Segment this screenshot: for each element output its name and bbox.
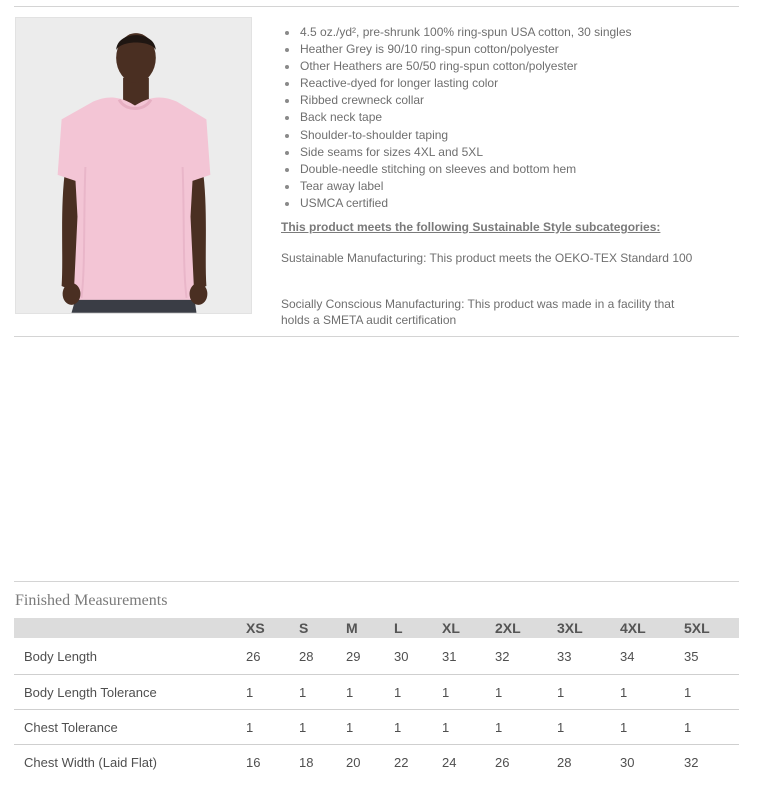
table-cell: 1	[620, 684, 628, 700]
table-cell: 20	[346, 754, 361, 770]
sustainable-style-heading: This product meets the following Sustainable Style subcategories:	[281, 220, 661, 234]
table-cell: 1	[299, 684, 307, 700]
bullet-icon	[285, 134, 289, 138]
size-header-cell: XL	[442, 620, 460, 636]
table-cell: 1	[495, 684, 503, 700]
feature-item: 4.5 oz./yd², pre-shrunk 100% ring-spun USA cotton, 30 singles	[281, 24, 711, 41]
table-cell: 22	[394, 754, 409, 770]
table-cell: 31	[442, 648, 457, 664]
row-label: Chest Width (Laid Flat)	[24, 754, 157, 770]
bullet-icon	[285, 168, 289, 172]
table-cell: 28	[557, 754, 572, 770]
table-cell: 1	[557, 719, 565, 735]
row-label: Body Length	[24, 648, 98, 664]
table-cell: 1	[346, 719, 354, 735]
size-header-cell: 3XL	[557, 620, 583, 636]
bullet-icon	[285, 65, 289, 69]
table-cell: 26	[495, 754, 510, 770]
table-cell: 1	[394, 719, 402, 735]
table-cell: 1	[442, 719, 450, 735]
table-cell: 24	[442, 754, 457, 770]
top-divider	[14, 6, 739, 7]
feature-item: Double-needle stitching on sleeves and bottom hem	[281, 161, 711, 178]
bullet-icon	[285, 202, 289, 206]
sustainable-manufacturing-text: Sustainable Manufacturing: This product meets the OEKO-TEX Standard 100	[281, 251, 693, 265]
bullet-icon	[285, 99, 289, 103]
table-cell: 1	[557, 684, 565, 700]
bullet-icon	[285, 31, 289, 35]
table-cell: 33	[557, 648, 572, 664]
size-chart-table	[14, 618, 739, 779]
size-header-cell: XS	[246, 620, 265, 636]
feature-item: Side seams for sizes 4XL and 5XL	[281, 144, 711, 161]
size-header-cell: M	[346, 620, 358, 636]
table-cell: 1	[246, 684, 254, 700]
feature-item: USMCA certified	[281, 195, 711, 212]
product-features-list	[281, 24, 711, 212]
socially-conscious-text: Socially Conscious Manufacturing: This product was made in a facility that holds a SMETA audit certification	[281, 297, 675, 327]
table-cell: 18	[299, 754, 314, 770]
size-header-cell: 4XL	[620, 620, 646, 636]
feature-item: Other Heathers are 50/50 ring-spun cotton/polyester	[281, 58, 711, 75]
table-cell: 1	[495, 719, 503, 735]
table-cell: 1	[346, 684, 354, 700]
table-row-body-length	[14, 638, 739, 675]
table-row-chest-tolerance	[14, 710, 739, 745]
table-cell: 28	[299, 648, 314, 664]
table-cell: 34	[620, 648, 635, 664]
measurements-title: Finished Measurements	[15, 592, 168, 609]
size-header-cell: 2XL	[495, 620, 521, 636]
feature-item: Tear away label	[281, 178, 711, 195]
table-cell: 30	[620, 754, 635, 770]
bullet-icon	[285, 116, 289, 120]
size-header-cell: S	[299, 620, 309, 636]
table-cell: 1	[684, 684, 692, 700]
row-label: Body Length Tolerance	[24, 684, 157, 700]
table-cell: 35	[684, 648, 699, 664]
feature-item: Heather Grey is 90/10 ring-spun cotton/polyester	[281, 41, 711, 58]
table-cell: 16	[246, 754, 261, 770]
feature-item: Shoulder-to-shoulder taping	[281, 127, 711, 144]
table-cell: 1	[684, 719, 692, 735]
table-cell: 26	[246, 648, 261, 664]
table-cell: 29	[346, 648, 361, 664]
table-cell: 1	[246, 719, 254, 735]
table-row-body-length-tolerance	[14, 675, 739, 710]
table-cell: 1	[299, 719, 307, 735]
product-section-divider	[14, 336, 739, 337]
measurements-divider	[14, 581, 739, 582]
table-cell: 1	[620, 719, 628, 735]
bullet-icon	[285, 151, 289, 155]
table-cell: 1	[394, 684, 402, 700]
size-header-cell: 5XL	[684, 620, 710, 636]
table-cell: 1	[442, 684, 450, 700]
feature-item: Back neck tape	[281, 109, 711, 126]
feature-item: Reactive-dyed for longer lasting color	[281, 75, 711, 92]
bullet-icon	[285, 48, 289, 52]
table-cell: 32	[495, 648, 510, 664]
table-cell: 32	[684, 754, 699, 770]
size-header-cell: L	[394, 620, 403, 636]
bullet-icon	[285, 82, 289, 86]
feature-item: Ribbed crewneck collar	[281, 92, 711, 109]
model-wearing-tshirt-image	[16, 18, 251, 313]
table-cell: 30	[394, 648, 409, 664]
bullet-icon	[285, 185, 289, 189]
row-label: Chest Tolerance	[24, 719, 118, 735]
table-row-chest-width	[14, 745, 739, 779]
size-header-row	[14, 618, 739, 638]
product-photo	[15, 17, 252, 314]
